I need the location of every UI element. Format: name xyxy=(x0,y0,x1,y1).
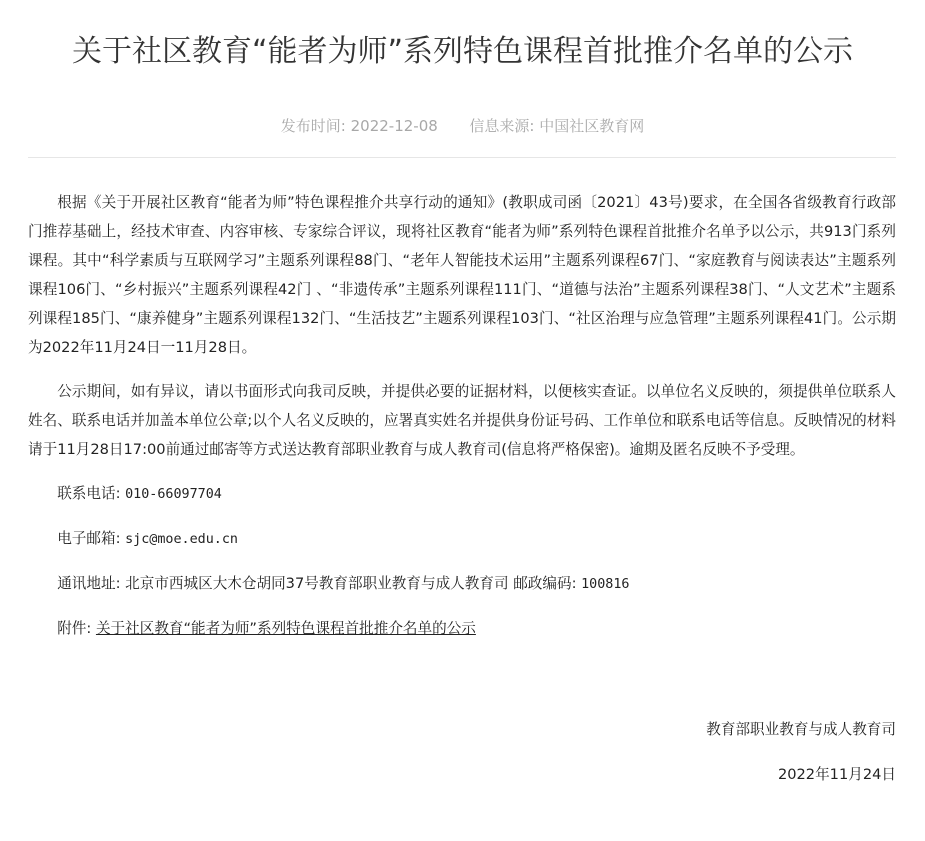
contact-email-line xyxy=(28,524,896,554)
contact-phone-line xyxy=(28,479,896,509)
address-text: 北京市西城区大木仓胡同37号教育部职业教育与成人教育司 xyxy=(125,575,509,592)
email-address: sjc@moe.edu.cn xyxy=(125,532,238,547)
signature-organization: 教育部职业教育与成人教育司 xyxy=(706,721,896,738)
attachment-line xyxy=(28,614,896,643)
article-title: 关于社区教育“能者为师”系列特色课程首批推介名单的公示 xyxy=(71,34,854,69)
publish-time-label: 发布时间: xyxy=(280,117,346,135)
article-meta xyxy=(0,114,925,138)
phone-number: 010-66097704 xyxy=(125,487,222,502)
attachment-link[interactable]: 关于社区教育“能者为师”系列特色课程首批推介名单的公示 xyxy=(95,620,476,637)
address-label: 通讯地址: xyxy=(57,575,121,592)
contact-address-line xyxy=(28,569,896,599)
article-body xyxy=(28,188,896,658)
email-label: 电子邮箱: xyxy=(57,530,121,547)
postcode-value: 100816 xyxy=(581,577,630,592)
postcode-label: 邮政编码: xyxy=(513,575,577,592)
attachment-label: 附件: xyxy=(57,620,92,637)
source-label: 信息来源: xyxy=(469,117,535,135)
signature-date: 2022年11月24日 xyxy=(777,766,896,783)
body-paragraph-2: 公示期间，如有异议，请以书面形式向我司反映，并提供必要的证据材料，以便核实查证。以单位名义反映的，须提供单位联系人姓名、联系电话并加盖本单位公章;以个人名义反映的，应署真实姓名并提供身份证号码、工作单位和联系电话等信息。反映情况的材料请于11月28日17:00前通过邮寄等方式送达教育部职业教育与成人教育司(信息将严格保密)。逾期及匿名反映不予受理。 xyxy=(28,383,896,458)
source-name: 中国社区教育网 xyxy=(539,117,645,135)
meta-divider xyxy=(28,157,896,158)
body-paragraph-1: 根据《关于开展社区教育“能者为师”特色课程推介共享行动的通知》(教职成司函〔2021〕43号)要求，在全国各省级教育行政部门推荐基础上，经技术审查、内容审核、专家综合评议，现将社区教育“能者为师”系列特色课程首批推介名单予以公示，共913门系列课程。其中“科学素质与互联网学习”主题系列课程88门、“老年人智能技术运用”主题系列课程67门、“家庭教育与阅读表达”主题系列课程106门、“乡村振兴”主题系列课程42门 、“非遗传承”主题系列课程111门、“道德与法治”主题系列课程38门、“人文艺术”主题系列课程185门、“康养健身”主题系列课程132门、“生活技艺”主题系列课程103门、“社区治理与应急管理”主题系列课程41门。公示期为2022年11月24日一11月28日。 xyxy=(28,194,896,356)
phone-label: 联系电话: xyxy=(57,485,121,502)
publish-date: 2022-12-08 xyxy=(350,117,438,135)
